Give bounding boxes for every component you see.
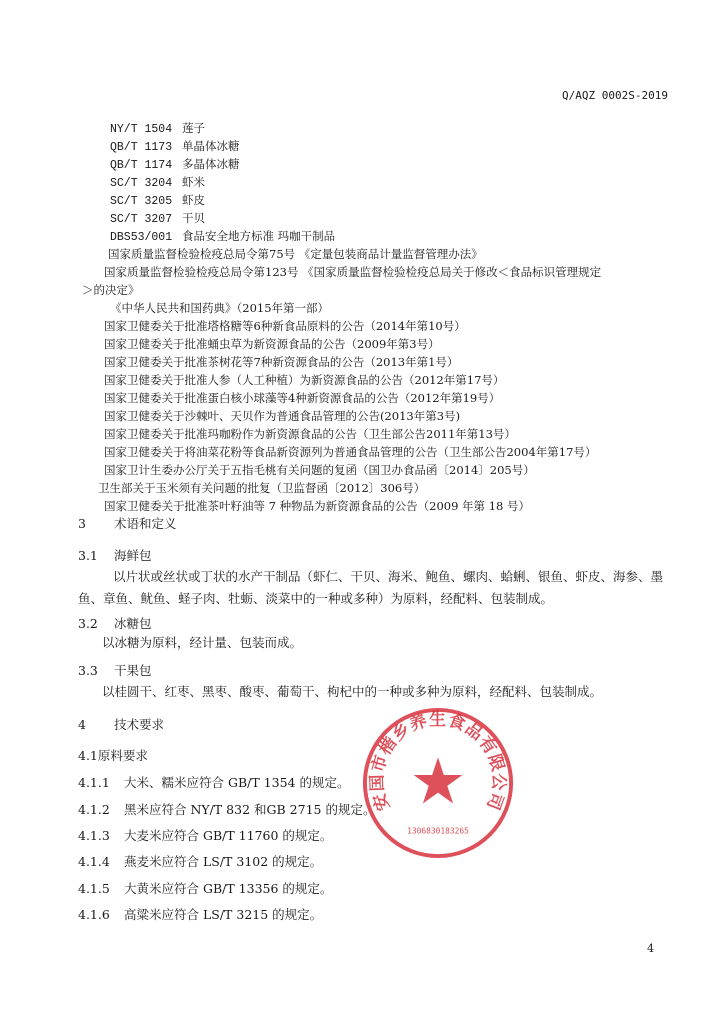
regulation-item: 国家质量监督检验检疫总局令第123号 《国家质量监督检验检疫总局关于修改＜食品标识管理规定 bbox=[104, 265, 602, 279]
section-heading: 4 技术要求 bbox=[78, 717, 165, 732]
reference-item: SC/T 3204 虾米 bbox=[110, 175, 205, 190]
regulation-item: 国家质量监督检验检疫总局令第75号 《定量包装商品计量监督管理办法》 bbox=[108, 247, 483, 261]
reference-item: QB/T 1173 单晶体冰糖 bbox=[110, 139, 240, 154]
regulation-item: 国家卫健委关于批准塔格糖等6种新食品原料的公告（2014年第10号） bbox=[104, 319, 466, 333]
term-definition: 以冰糖为原料，经计量、包装而成。 bbox=[102, 635, 303, 650]
svg-text:1306830183265: 1306830183265 bbox=[407, 826, 469, 836]
document-code: Q/AQZ 0002S-2019 bbox=[562, 89, 668, 102]
reference-item: NY/T 1504 莲子 bbox=[110, 121, 205, 136]
regulation-item: 国家卫健委关于批准玛咖粉作为新资源食品的公告（卫生部公告2011年第13号） bbox=[104, 427, 516, 441]
clause-item: 4.1.2 黑米应符合 NY/T 832 和GB 2715 的规定。 bbox=[78, 802, 376, 817]
term-heading: 3.3 干果包 bbox=[78, 663, 152, 678]
term-heading: 3.2 冰糖包 bbox=[78, 616, 152, 631]
term-definition: 以片状或丝状或丁状的水产干制品（虾仁、干贝、海米、鲍鱼、螺肉、蛤蜊、银鱼、虾皮、海参、墨鱼、章鱼、鱿鱼、蛏子肉、牡蛎、淡菜中的一种或多种）为原料，经配料、包装制成。 bbox=[78, 569, 664, 606]
clause-item: 4.1.4 燕麦米应符合 LS/T 3102 的规定。 bbox=[78, 854, 323, 869]
clause-item: 4.1.6 高粱米应符合 LS/T 3215 的规定。 bbox=[78, 907, 323, 922]
subsection-heading: 4.1原料要求 bbox=[78, 748, 148, 763]
term-heading: 3.1 海鲜包 bbox=[78, 548, 152, 563]
clause-item: 4.1.1 大米、糯米应符合 GB/T 1354 的规定。 bbox=[78, 775, 350, 790]
reference-item: SC/T 3207 干贝 bbox=[110, 211, 205, 226]
reference-item: SC/T 3205 虾皮 bbox=[110, 193, 205, 208]
regulation-item: 国家卫健委关于沙棘叶、天贝作为普通食品管理的公告(2013年第3号) bbox=[104, 409, 461, 423]
regulation-item: 国家卫健委关于批准蛋白核小球藻等4种新资源食品的公告（2012年第19号） bbox=[104, 391, 501, 405]
regulation-item: 国家卫健委关于批准茶叶籽油等 7 种物品为新资源食品的公告（2009 年第 18 号） bbox=[104, 499, 530, 513]
reference-item: DBS53/001 食品安全地方标准 玛咖干制品 bbox=[110, 229, 336, 244]
clause-item: 4.1.3 大麦米应符合 GB/T 11760 的规定。 bbox=[78, 828, 333, 843]
clause-item: 4.1.5 大黄米应符合 GB/T 13356 的规定。 bbox=[78, 881, 333, 896]
svg-text:安国市楷乡养生食品有限公司: 安国市楷乡养生食品有限公司 bbox=[366, 708, 510, 814]
regulation-item: 卫生部关于玉米须有关问题的批复（卫监督函〔2012〕306号） bbox=[98, 481, 426, 495]
regulation-item: 国家卫健委关于将油菜花粉等食品新资源列为普通食品管理的公告（卫生部公告2004年第17号） bbox=[104, 445, 597, 459]
page-number: 4 bbox=[647, 942, 654, 955]
section-heading: 3 术语和定义 bbox=[78, 516, 177, 531]
regulation-item: 国家卫健委关于批准蛹虫草为新资源食品的公告（2009年第3号） bbox=[104, 337, 440, 351]
regulation-item: ＞的决定》 bbox=[82, 283, 140, 297]
regulation-item: 国家卫计生委办公厅关于五指毛桃有关问题的复函（国卫办食品函〔2014〕205号） bbox=[104, 463, 535, 477]
regulation-item: 国家卫健委关于批准茶树花等7种新资源食品的公告（2013年第1号） bbox=[104, 355, 459, 369]
regulation-item: 国家卫健委关于批准人参（人工种植）为新资源食品的公告（2012年第17号） bbox=[104, 373, 505, 387]
company-seal-stamp bbox=[359, 704, 517, 862]
reference-item: QB/T 1174 多晶体冰糖 bbox=[110, 157, 240, 172]
regulation-item: 《中华人民共和国药典》（2015年第一部） bbox=[110, 301, 330, 315]
term-definition: 以桂圆干、红枣、黑枣、酸枣、葡萄干、枸杞中的一种或多种为原料，经配料、包装制成。 bbox=[102, 684, 603, 699]
normative-references bbox=[82, 119, 682, 515]
